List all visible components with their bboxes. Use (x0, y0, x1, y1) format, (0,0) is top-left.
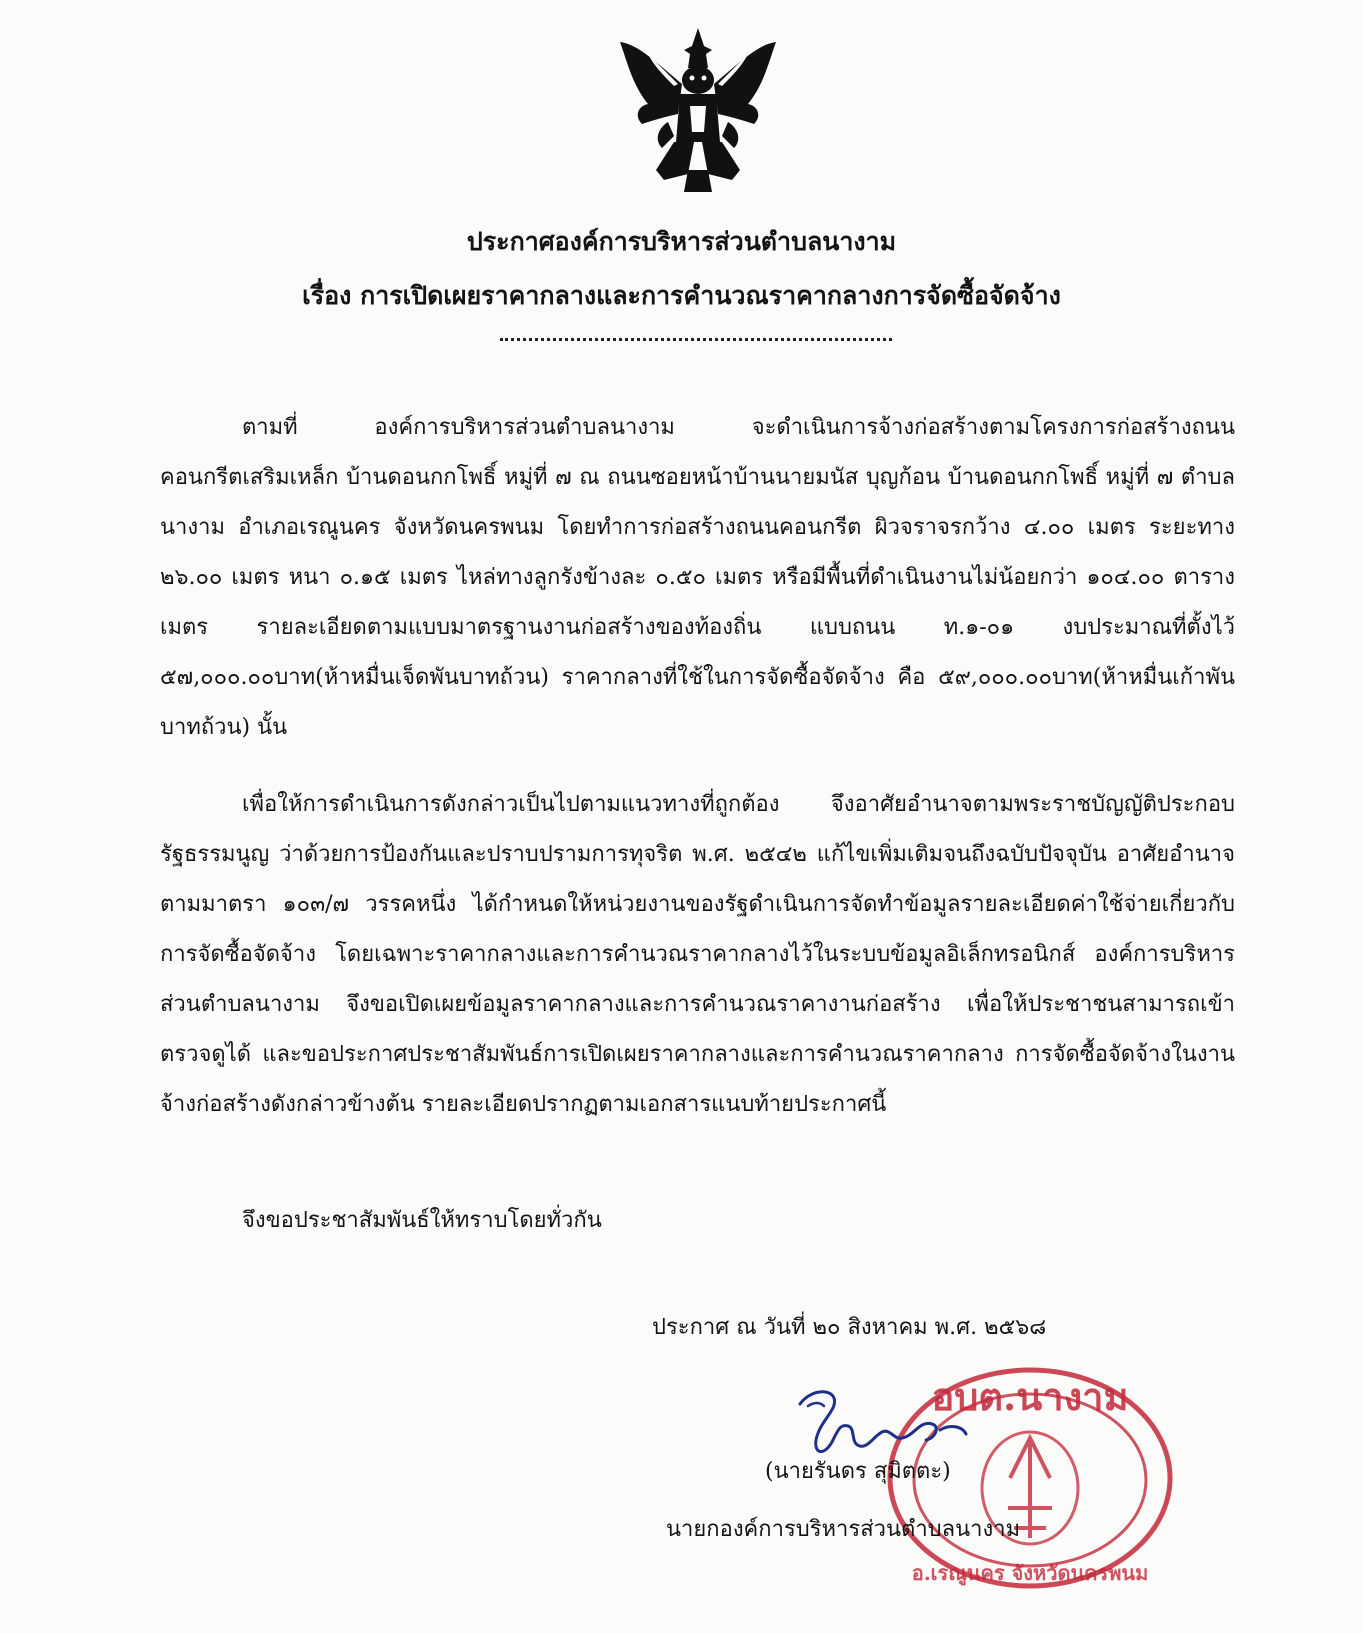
paragraph-1-text: ตามที่ องค์การบริหารส่วนตำบลนางาม จะดำเนินการจ้างก่อสร้างตามโครงการก่อสร้างถนนคอนกรีตเสริมเหล็ก บ้านดอนกกโพธิ์ หมู่ที่ ๗ ณ ถนนซอยหน้าบ้านนายมนัส บุญก้อน บ้านดอนกกโพธิ์ หมู่ที่ ๗ ตำบลนางาม อำเภอเรณูนคร จังหวัดนครพนม โดยทำการก่อสร้างถนนคอนกรีต ผิวจราจรกว้าง ๔.๐๐ เมตร ระยะทาง ๒๖.๐๐ เมตร หนา ๐.๑๕ เมตร ไหล่ทางลูกรังข้างละ ๐.๕๐ เมตร หรือมีพื้นที่ดำเนินงานไม่น้อยกว่า ๑๐๔.๐๐ ตารางเมตร รายละเอียดตามแบบมาตรฐานงานก่อสร้างของท้องถิ่น แบบถนน ท.๑-๐๑ งบประมาณที่ตั้งไว้ ๕๗,๐๐๐.๐๐บาท(ห้าหมื่นเจ็ดพันบาทถ้วน) ราคากลางที่ใช้ในการจัดซื้อจัดจ้าง คือ ๕๙,๐๐๐.๐๐บาท(ห้าหมื่นเก้าพันบาทถ้วน) นั้น (160, 415, 1235, 740)
body-paragraph-2 (160, 780, 1235, 1130)
body-paragraph-1 (160, 403, 1235, 753)
garuda-emblem-icon (608, 24, 788, 194)
paragraph-3-text: จึงขอประชาสัมพันธ์ให้ทราบโดยทั่วกัน (242, 1208, 602, 1233)
dotted-divider (500, 338, 892, 341)
signer-title: นายกองค์การบริหารส่วนตำบลนางาม (666, 1517, 1021, 1542)
signer-name: (นายรันดร สุมิตตะ) (765, 1459, 951, 1484)
body-paragraph-3 (160, 1196, 1235, 1246)
paragraph-2-text: เพื่อให้การดำเนินการดังกล่าวเป็นไปตามแนวทางที่ถูกต้อง จึงอาศัยอำนาจตามพระราชบัญญัติประกอบรัฐธรรมนูญ ว่าด้วยการป้องกันและปราบปรามการทุจริต พ.ศ. ๒๕๔๒ แก้ไขเพิ่มเติมจนถึงฉบับปัจจุบัน อาศัยอำนาจตามมาตรา ๑๐๓/๗ วรรคหนึ่ง ได้กำหนดให้หน่วยงานของรัฐดำเนินการจัดทำข้อมูลรายละเอียดค่าใช้จ่ายเกี่ยวกับการจัดซื้อจัดจ้าง โดยเฉพาะราคากลางและการคำนวณราคากลางไว้ในระบบข้อมูลอิเล็กทรอนิกส์ องค์การบริหารส่วนตำบลนางาม จึงขอเปิดเผยข้อมูลราคากลางและการคำนวณราคางานก่อสร้าง เพื่อให้ประชาชนสามารถเข้าตรวจดูได้ และขอประกาศประชาสัมพันธ์การเปิดเผยราคากลางและการคำนวณราคากลาง การจัดซื้อจัดจ้างในงานจ้างก่อสร้างดังกล่าวข้างต้น รายละเอียดปรากฏตามเอกสารแนบท้ายประกาศนี้ (160, 792, 1235, 1117)
announcement-subject: เรื่อง การเปิดเผยราคากลางและการคำนวณราคากลางการจัดซื้อจัดจ้าง (302, 281, 1061, 310)
svg-text:อ.เรณูนคร จังหวัดนครพนม: อ.เรณูนคร จังหวัดนครพนม (911, 1561, 1149, 1585)
announcement-title: ประกาศองค์การบริหารส่วนตำบลนางาม (466, 227, 897, 256)
announcement-date: ประกาศ ณ วันที่ ๒๐ สิงหาคม พ.ศ. ๒๕๖๘ (652, 1315, 1047, 1340)
svg-text:อบต.นางาม: อบต.นางาม (931, 1374, 1129, 1419)
